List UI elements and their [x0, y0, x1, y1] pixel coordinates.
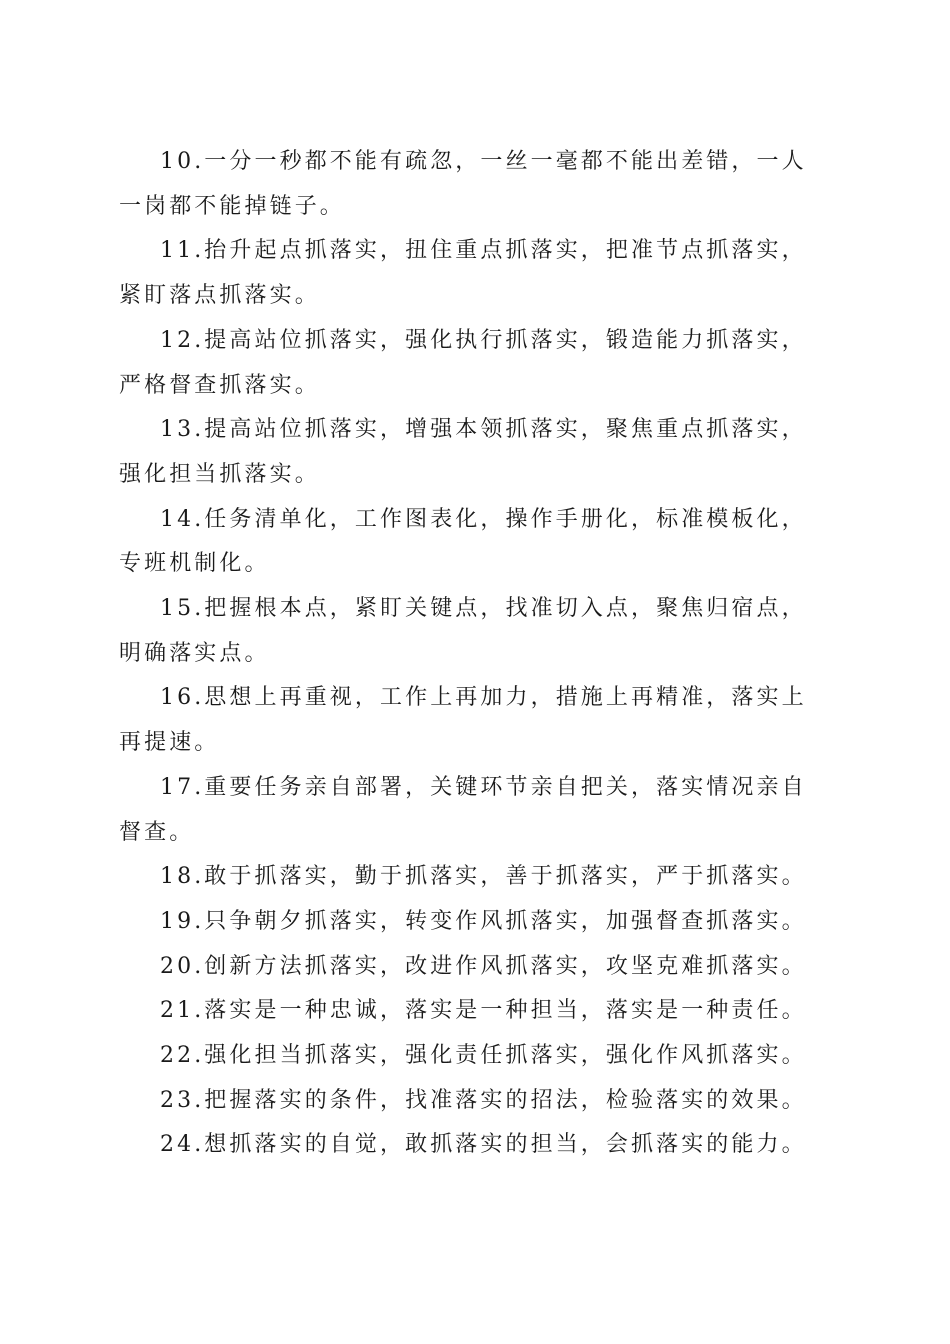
paragraph-item-18: 18.敢于抓落实，勤于抓落实，善于抓落实，严于抓落实。 [160, 864, 807, 890]
paragraph-item-21: 21.落实是一种忠诚，落实是一种担当，落实是一种责任。 [160, 998, 807, 1024]
paragraph-item-16: 16.思想上再重视，工作上再加力，措施上再精准，落实上再提速。 [119, 685, 807, 756]
paragraph-item-24: 24.想抓落实的自觉，敢抓落实的担当，会抓落实的能力。 [160, 1132, 807, 1158]
paragraph-item-19: 19.只争朝夕抓落实，转变作风抓落实，加强督查抓落实。 [160, 908, 807, 934]
paragraph-item-11: 11.抬升起点抓落实，扭住重点抓落实，把准节点抓落实，紧盯落点抓落实。 [119, 238, 807, 309]
paragraph-item-20: 20.创新方法抓落实，改进作风抓落实，攻坚克难抓落实。 [160, 953, 807, 979]
paragraph-item-13: 13.提高站位抓落实，增强本领抓落实，聚焦重点抓落实，强化担当抓落实。 [119, 417, 807, 487]
paragraph-item-23: 23.把握落实的条件，找准落实的招法，检验落实的效果。 [160, 1087, 807, 1113]
paragraph-item-15: 15.把握根本点，紧盯关键点，找准切入点，聚焦归宿点，明确落实点。 [119, 596, 807, 666]
paragraph-item-22: 22.强化担当抓落实，强化责任抓落实，强化作风抓落实。 [160, 1043, 807, 1069]
document-body [119, 140, 824, 1168]
paragraph-item-10: 10.一分一秒都不能有疏忽，一丝一毫都不能出差错，一人一岗都不能掉链子。 [119, 149, 807, 219]
paragraph-item-17: 17.重要任务亲自部署，关键环节亲自把关，落实情况亲自督查。 [119, 774, 807, 845]
paragraph-item-14: 14.任务清单化，工作图表化，操作手册化，标准模板化，专班机制化。 [119, 506, 807, 577]
paragraph-item-12: 12.提高站位抓落实，强化执行抓落实，锻造能力抓落实，严格督查抓落实。 [119, 327, 807, 398]
